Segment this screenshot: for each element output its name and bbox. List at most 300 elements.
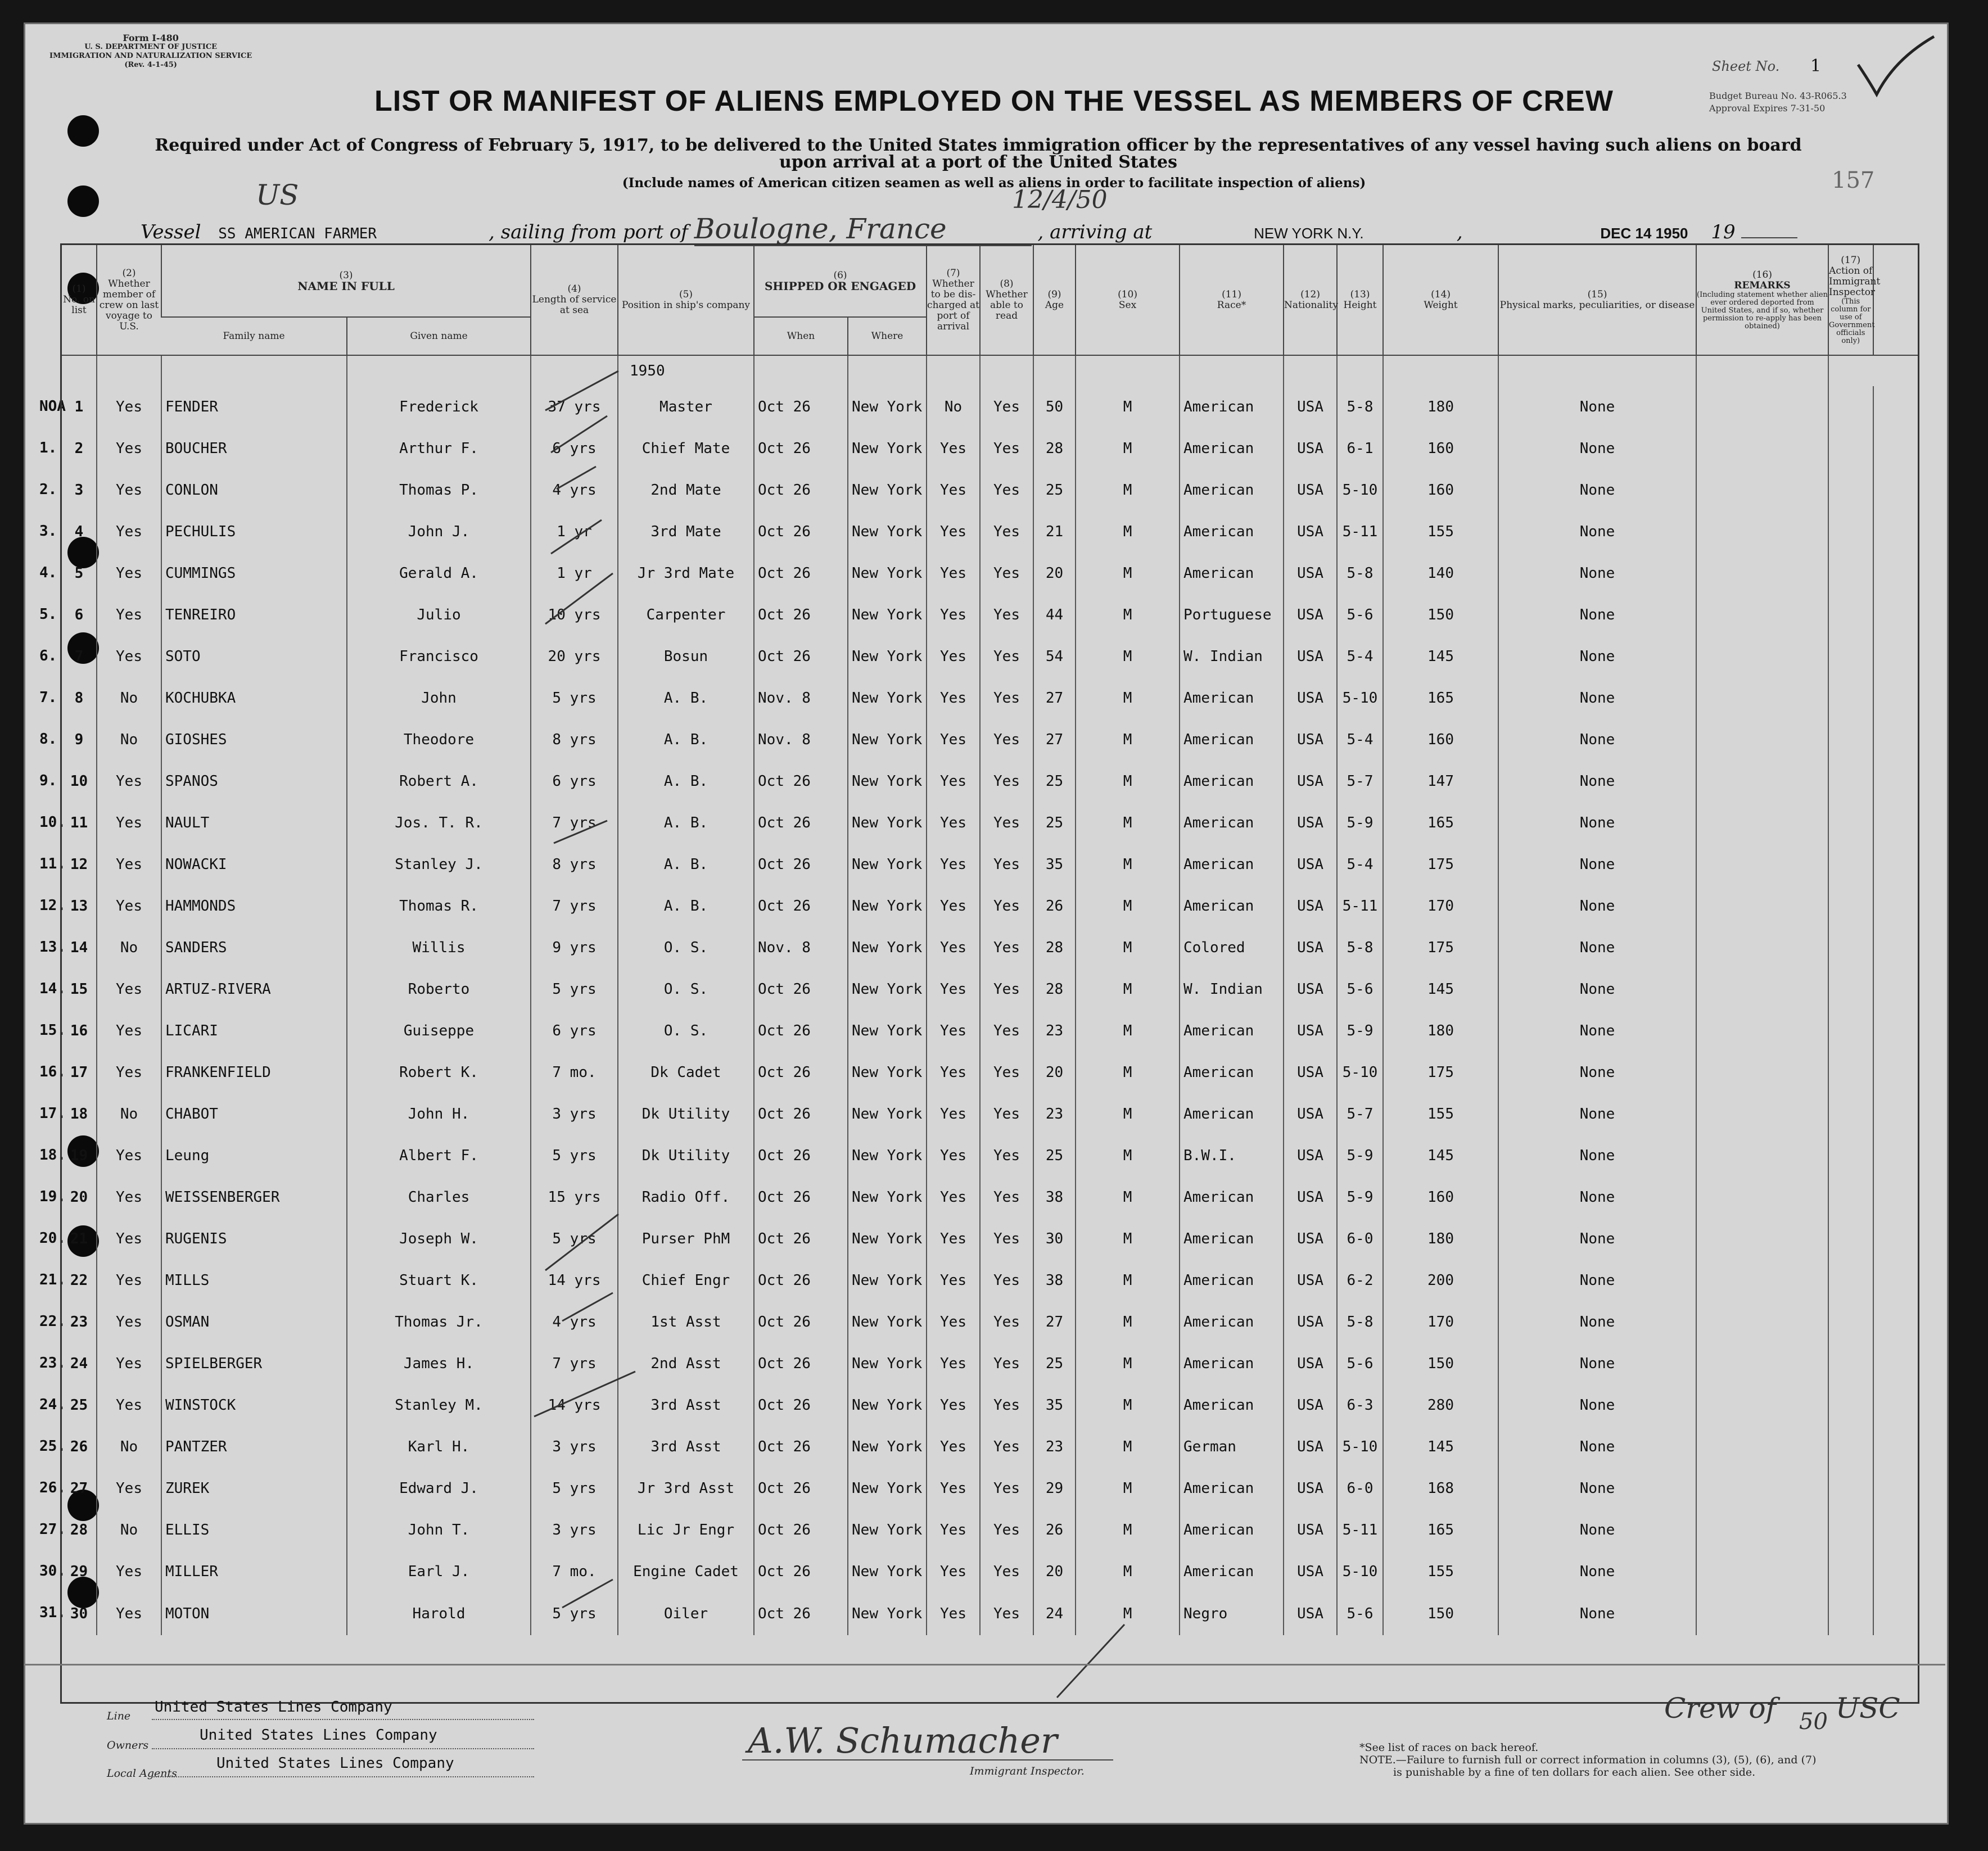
cell-position: Engine Cadet [618,1551,754,1592]
cell-discharged: No [927,386,980,428]
cell-last: Yes [97,1343,161,1384]
cell-last: Yes [97,1468,161,1509]
cell-given: Thomas R. [347,885,531,927]
cell-height: 5-9 [1337,802,1383,844]
cell-remarks [1696,553,1828,594]
cell-nationality: USA [1284,1176,1337,1218]
cell-service: 9 yrs [531,927,618,969]
cell-remarks [1696,677,1828,719]
cell-where: New York [848,594,927,636]
cell-when: Oct 26 [754,594,848,636]
vessel-name: SS AMERICAN FARMER [218,225,377,242]
cell-no: 7 [74,648,84,665]
cell-discharged: Yes [927,761,980,802]
cell-discharged: Yes [927,1343,980,1384]
cell-race: American [1180,511,1284,553]
cell-weight: 180 [1383,386,1498,428]
cell-given: John T. [347,1509,531,1551]
cell-given: Robert A. [347,761,531,802]
cell-extra [1873,844,1918,885]
cell-height: 5-10 [1337,469,1383,511]
cell-nationality: USA [1284,844,1337,885]
cell-action [1828,1426,1873,1468]
cell-position: Lic Jr Engr [618,1509,754,1551]
cell-extra [1873,1343,1918,1384]
cell-read: Yes [980,885,1033,927]
cell-remarks [1696,1384,1828,1426]
cell-when: Oct 26 [754,761,848,802]
cell-remarks [1696,428,1828,469]
cell-given: Charles [347,1176,531,1218]
cell-action [1828,1468,1873,1509]
cell-service: 4 yrs [531,1301,618,1343]
cell-race: W. Indian [1180,969,1284,1010]
margin-number: 5. [39,606,57,623]
table-row [62,386,1918,428]
cell-marks: None [1498,386,1696,428]
cell-family: CUMMINGS [161,553,347,594]
cell-marks: None [1498,927,1696,969]
col-4-header: (4) Length of service at sea [531,245,618,355]
margin-number: 31. [39,1604,66,1621]
cell-when: Oct 26 [754,1010,848,1052]
cell-sex: M [1076,1343,1180,1384]
punch-hole [67,115,99,147]
margin-number: 9. [39,772,57,789]
cell-no: 21 [70,1230,88,1247]
cell-when: Oct 26 [754,1343,848,1384]
cell-position: 3rd Mate [618,511,754,553]
cell-extra [1873,885,1918,927]
check-mark-icon [1855,34,1940,101]
cell-read: Yes [980,428,1033,469]
cell-nationality: USA [1284,1426,1337,1468]
cell-when: Oct 26 [754,1135,848,1176]
cell-action [1828,1176,1873,1218]
cell-extra [1873,636,1918,677]
cell-marks: None [1498,1010,1696,1052]
cell-read: Yes [980,1135,1033,1176]
cell-last: Yes [97,1260,161,1301]
cell-height: 5-4 [1337,844,1383,885]
cell-no: 19 [70,1147,88,1164]
cell-marks: None [1498,469,1696,511]
cell-race: American [1180,1218,1284,1260]
cell-given: Guiseppe [347,1010,531,1052]
cell-extra [1873,927,1918,969]
cell-last: Yes [97,761,161,802]
cell-no: 17 [70,1064,88,1081]
cell-given: Stanley J. [347,844,531,885]
cell-race: American [1180,1052,1284,1093]
cell-sex: M [1076,1509,1180,1551]
cell-nationality: USA [1284,1592,1337,1635]
cell-no: 22 [70,1272,88,1289]
table-row [62,1010,1918,1052]
cell-when: Oct 26 [754,469,848,511]
col-17-header: (17) Action of Immigrant Inspector (This column for use of Government officials only) [1828,245,1873,355]
margin-number: 25. [39,1438,66,1455]
budget-bureau: Budget Bureau No. 43-R065.3 [1709,90,1847,101]
cell-position: 3rd Asst [618,1426,754,1468]
cell-marks: None [1498,1551,1696,1592]
cell-where: New York [848,802,927,844]
col-2-header: (2) Whether member of crew on last voyage to U.S. [97,245,161,355]
margin-number: 7. [39,689,57,706]
cell-last: Yes [97,1592,161,1635]
cell-family: SPIELBERGER [161,1343,347,1384]
col-12-header: (12) Nationality [1284,245,1337,355]
cell-height: 6-1 [1337,428,1383,469]
cell-family: HAMMONDS [161,885,347,927]
cell-no: 13 [70,898,88,915]
table-row [62,802,1918,844]
arriving-label: , arriving at [1037,221,1153,243]
cell-sex: M [1076,1301,1180,1343]
cell-age: 20 [1033,1052,1076,1093]
cell-age: 28 [1033,927,1076,969]
cell-no: 14 [70,939,88,956]
cell-family: MOTON [161,1592,347,1635]
agents-value: United States Lines Company [216,1755,454,1772]
cell-read: Yes [980,802,1033,844]
cell-action [1828,511,1873,553]
cell-last: No [97,1509,161,1551]
year-label: 19 [1711,221,1736,243]
service: IMMIGRATION AND NATURALIZATION SERVICE [49,52,252,60]
cell-position: Jr 3rd Asst [618,1468,754,1509]
table-row [62,969,1918,1010]
owners-rule [152,1748,534,1749]
cell-remarks [1696,1426,1828,1468]
cell-nationality: USA [1284,802,1337,844]
cell-family: PANTZER [161,1426,347,1468]
cell-when: Oct 26 [754,1301,848,1343]
cell-when: Oct 26 [754,844,848,885]
cell-service: 3 yrs [531,1093,618,1135]
cell-race: American [1180,761,1284,802]
cell-discharged: Yes [927,1093,980,1135]
requirement-note: (Include names of American citizen seamen as well as aliens in order to facilitate inspection of aliens) [622,175,1366,191]
cell-race: American [1180,1384,1284,1426]
cell-action [1828,802,1873,844]
cell-height: 5-9 [1337,1135,1383,1176]
table-body [62,355,1918,1635]
margin-number: 22. [39,1313,66,1330]
where-header: Where [848,317,927,355]
cell-remarks [1696,719,1828,761]
cell-sex: M [1076,1010,1180,1052]
cell-service: 4 yrs [531,469,618,511]
cell-race: American [1180,802,1284,844]
cell-last: Yes [97,636,161,677]
cell-family: Leung [161,1135,347,1176]
cell-sex: M [1076,1468,1180,1509]
cell-sex: M [1076,594,1180,636]
cell-remarks [1696,1301,1828,1343]
cell-sex: M [1076,553,1180,594]
cell-sex: M [1076,885,1180,927]
table-row [62,927,1918,969]
sheet-number-value: 1 [1810,56,1822,76]
cell-extra [1873,761,1918,802]
penalty-note: NOTE.—Failure to furnish full or correct information in columns (3), (5), (6), and (7) [1359,1754,1817,1766]
cell-weight: 150 [1383,594,1498,636]
cell-extra [1873,1010,1918,1052]
cell-remarks [1696,636,1828,677]
table-row [62,1176,1918,1218]
table-row [62,1426,1918,1468]
col-14-header: (14) Weight [1383,245,1498,355]
signature-rule [742,1759,1113,1761]
cell-discharged: Yes [927,594,980,636]
cell-height: 5-4 [1337,636,1383,677]
empty-cell [347,355,531,386]
cell-sex: M [1076,844,1180,885]
col-6-header: (6) SHIPPED OR ENGAGED [754,245,927,317]
cell-given: Joseph W. [347,1218,531,1260]
cell-weight: 150 [1383,1343,1498,1384]
cell-remarks [1696,1218,1828,1260]
cell-sex: M [1076,927,1180,969]
cell-last: Yes [97,511,161,553]
cell-weight: 175 [1383,927,1498,969]
cell-height: 5-6 [1337,594,1383,636]
cell-weight: 160 [1383,1176,1498,1218]
cell-read: Yes [980,761,1033,802]
cell-last: Yes [97,969,161,1010]
cell-height: 5-7 [1337,761,1383,802]
cell-family: BOUCHER [161,428,347,469]
cell-marks: None [1498,1592,1696,1635]
cell-remarks [1696,1551,1828,1592]
cell-remarks [1696,844,1828,885]
cell-where: New York [848,844,927,885]
margin-number: 10. [39,814,66,831]
cell-marks: None [1498,1218,1696,1260]
cell-family: MILLER [161,1551,347,1592]
cell-nationality: USA [1284,1010,1337,1052]
revision: (Rev. 4-1-45) [124,61,177,69]
cell-age: 23 [1033,1093,1076,1135]
cell-height: 5-10 [1337,1551,1383,1592]
cell-family: RUGENIS [161,1218,347,1260]
cell-family: CONLON [161,469,347,511]
cell-race: American [1180,1301,1284,1343]
cell-read: Yes [980,1343,1033,1384]
cell-remarks [1696,1052,1828,1093]
cell-weight: 155 [1383,1093,1498,1135]
cell-weight: 150 [1383,1592,1498,1635]
cell-extra [1873,1592,1918,1635]
cell-height: 5-11 [1337,1509,1383,1551]
cell-action [1828,1218,1873,1260]
margin-number: 12. [39,897,66,914]
cell-weight: 145 [1383,969,1498,1010]
col-15-header: (15) Physical marks, peculiarities, or disease [1498,245,1696,355]
cell-marks: None [1498,1468,1696,1509]
crew-count-note [1664,1692,1900,1725]
cell-age: 25 [1033,802,1076,844]
cell-extra [1873,1176,1918,1218]
cell-age: 27 [1033,719,1076,761]
cell-action [1828,469,1873,511]
margin-number: 20. [39,1230,66,1247]
cell-no: 24 [70,1355,88,1372]
margin-number: 23. [39,1355,66,1372]
cell-read: Yes [980,1426,1033,1468]
agents-label: Local Agents [107,1767,177,1780]
cell-sex: M [1076,1176,1180,1218]
cell-marks: None [1498,719,1696,761]
page-stamp-number: 157 [1832,168,1875,193]
cell-extra [1873,1384,1918,1426]
cell-remarks [1696,761,1828,802]
cell-last: Yes [97,802,161,844]
cell-remarks [1696,1468,1828,1509]
cell-position: Purser PhM [618,1218,754,1260]
cell-age: 27 [1033,677,1076,719]
family-name-header: Family name [161,317,347,355]
cell-where: New York [848,1135,927,1176]
cell-nationality: USA [1284,927,1337,969]
crew-note-extra: USC [1835,1692,1900,1725]
cell-service: 6 yrs [531,1010,618,1052]
table-row [62,553,1918,594]
cell-age: 25 [1033,761,1076,802]
cell-read: Yes [980,386,1033,428]
cell-nationality: USA [1284,1135,1337,1176]
cell-extra [1873,553,1918,594]
cell-nationality: USA [1284,761,1337,802]
cell-weight: 155 [1383,511,1498,553]
cell-position: Carpenter [618,594,754,636]
cell-where: New York [848,719,927,761]
cell-action [1828,1384,1873,1426]
cell-position: Radio Off. [618,1176,754,1218]
cell-height: 5-6 [1337,969,1383,1010]
cell-action [1828,1093,1873,1135]
cell-nationality: USA [1284,969,1337,1010]
cell-given: Stuart K. [347,1260,531,1301]
cell-no: 8 [74,690,84,707]
sailing-label: , sailing from port of [489,221,688,243]
cell-weight: 165 [1383,1509,1498,1551]
margin-number: 4. [39,564,57,581]
cell-age: 24 [1033,1592,1076,1635]
margin-number: 2. [39,481,57,498]
line-value: United States Lines Company [155,1699,392,1716]
cell-discharged: Yes [927,719,980,761]
crew-table [60,243,1919,1704]
cell-where: New York [848,1010,927,1052]
cell-age: 23 [1033,1010,1076,1052]
department: U. S. DEPARTMENT OF JUSTICE [84,43,218,51]
inspector-signature: A.W. Schumacher [748,1720,1058,1761]
cell-when: Oct 26 [754,1468,848,1509]
cell-discharged: Yes [927,553,980,594]
cell-family: FENDER [161,386,347,428]
cell-discharged: Yes [927,1551,980,1592]
cell-where: New York [848,1301,927,1343]
approval-expires: Approval Expires 7-31-50 [1709,103,1826,114]
cell-weight: 200 [1383,1260,1498,1301]
cell-weight: 147 [1383,761,1498,802]
cell-service: 5 yrs [531,969,618,1010]
cell-marks: None [1498,511,1696,553]
cell-last: No [97,719,161,761]
table-row [62,1592,1918,1635]
sailing-port: Boulogne, France [694,212,947,245]
cell-position: O. S. [618,927,754,969]
cell-no: 30 [70,1605,88,1622]
cell-last: Yes [97,1052,161,1093]
cell-no: 20 [70,1189,88,1206]
cell-extra [1873,802,1918,844]
cell-where: New York [848,885,927,927]
empty-cell [927,355,980,386]
cell-marks: None [1498,969,1696,1010]
cell-action [1828,885,1873,927]
cell-marks: None [1498,1052,1696,1093]
cell-nationality: USA [1284,469,1337,511]
empty-cell [848,355,927,386]
col-7-header: (7) Whether to be dis-charged at port of arrival [927,245,980,355]
cell-sex: M [1076,511,1180,553]
cell-race: B.W.I. [1180,1135,1284,1176]
empty-cell [980,355,1033,386]
cell-weight: 168 [1383,1468,1498,1509]
cell-read: Yes [980,1260,1033,1301]
cell-action [1828,844,1873,885]
cell-age: 27 [1033,1301,1076,1343]
cell-marks: None [1498,1301,1696,1343]
cell-weight: 155 [1383,1551,1498,1592]
empty-cell [97,355,161,386]
cell-weight: 145 [1383,636,1498,677]
cell-given: John H. [347,1093,531,1135]
cell-remarks [1696,511,1828,553]
cell-last: No [97,927,161,969]
footer-divider [24,1664,1945,1666]
cell-when: Oct 26 [754,386,848,428]
empty-cell [1076,355,1180,386]
cell-given: Gerald A. [347,553,531,594]
cell-marks: None [1498,885,1696,927]
cell-family: KOCHUBKA [161,677,347,719]
margin-number: 15. [39,1022,66,1039]
empty-cell [1284,355,1337,386]
cell-sex: M [1076,636,1180,677]
cell-height: 5-6 [1337,1343,1383,1384]
cell-height: 5-4 [1337,719,1383,761]
col-extra-header [1873,245,1918,355]
cell-service: 37 yrs [531,386,618,428]
cell-height: 5-8 [1337,553,1383,594]
cell-sex: M [1076,1218,1180,1260]
margin-number: 13. [39,939,66,956]
margin-number: 17. [39,1105,66,1122]
cell-marks: None [1498,594,1696,636]
cell-family: TENREIRO [161,594,347,636]
cell-last: Yes [97,844,161,885]
cell-sex: M [1076,719,1180,761]
cell-given: Robert K. [347,1052,531,1093]
cell-where: New York [848,761,927,802]
table-row [62,1468,1918,1509]
cell-when: Oct 26 [754,1260,848,1301]
cell-position: A. B. [618,844,754,885]
